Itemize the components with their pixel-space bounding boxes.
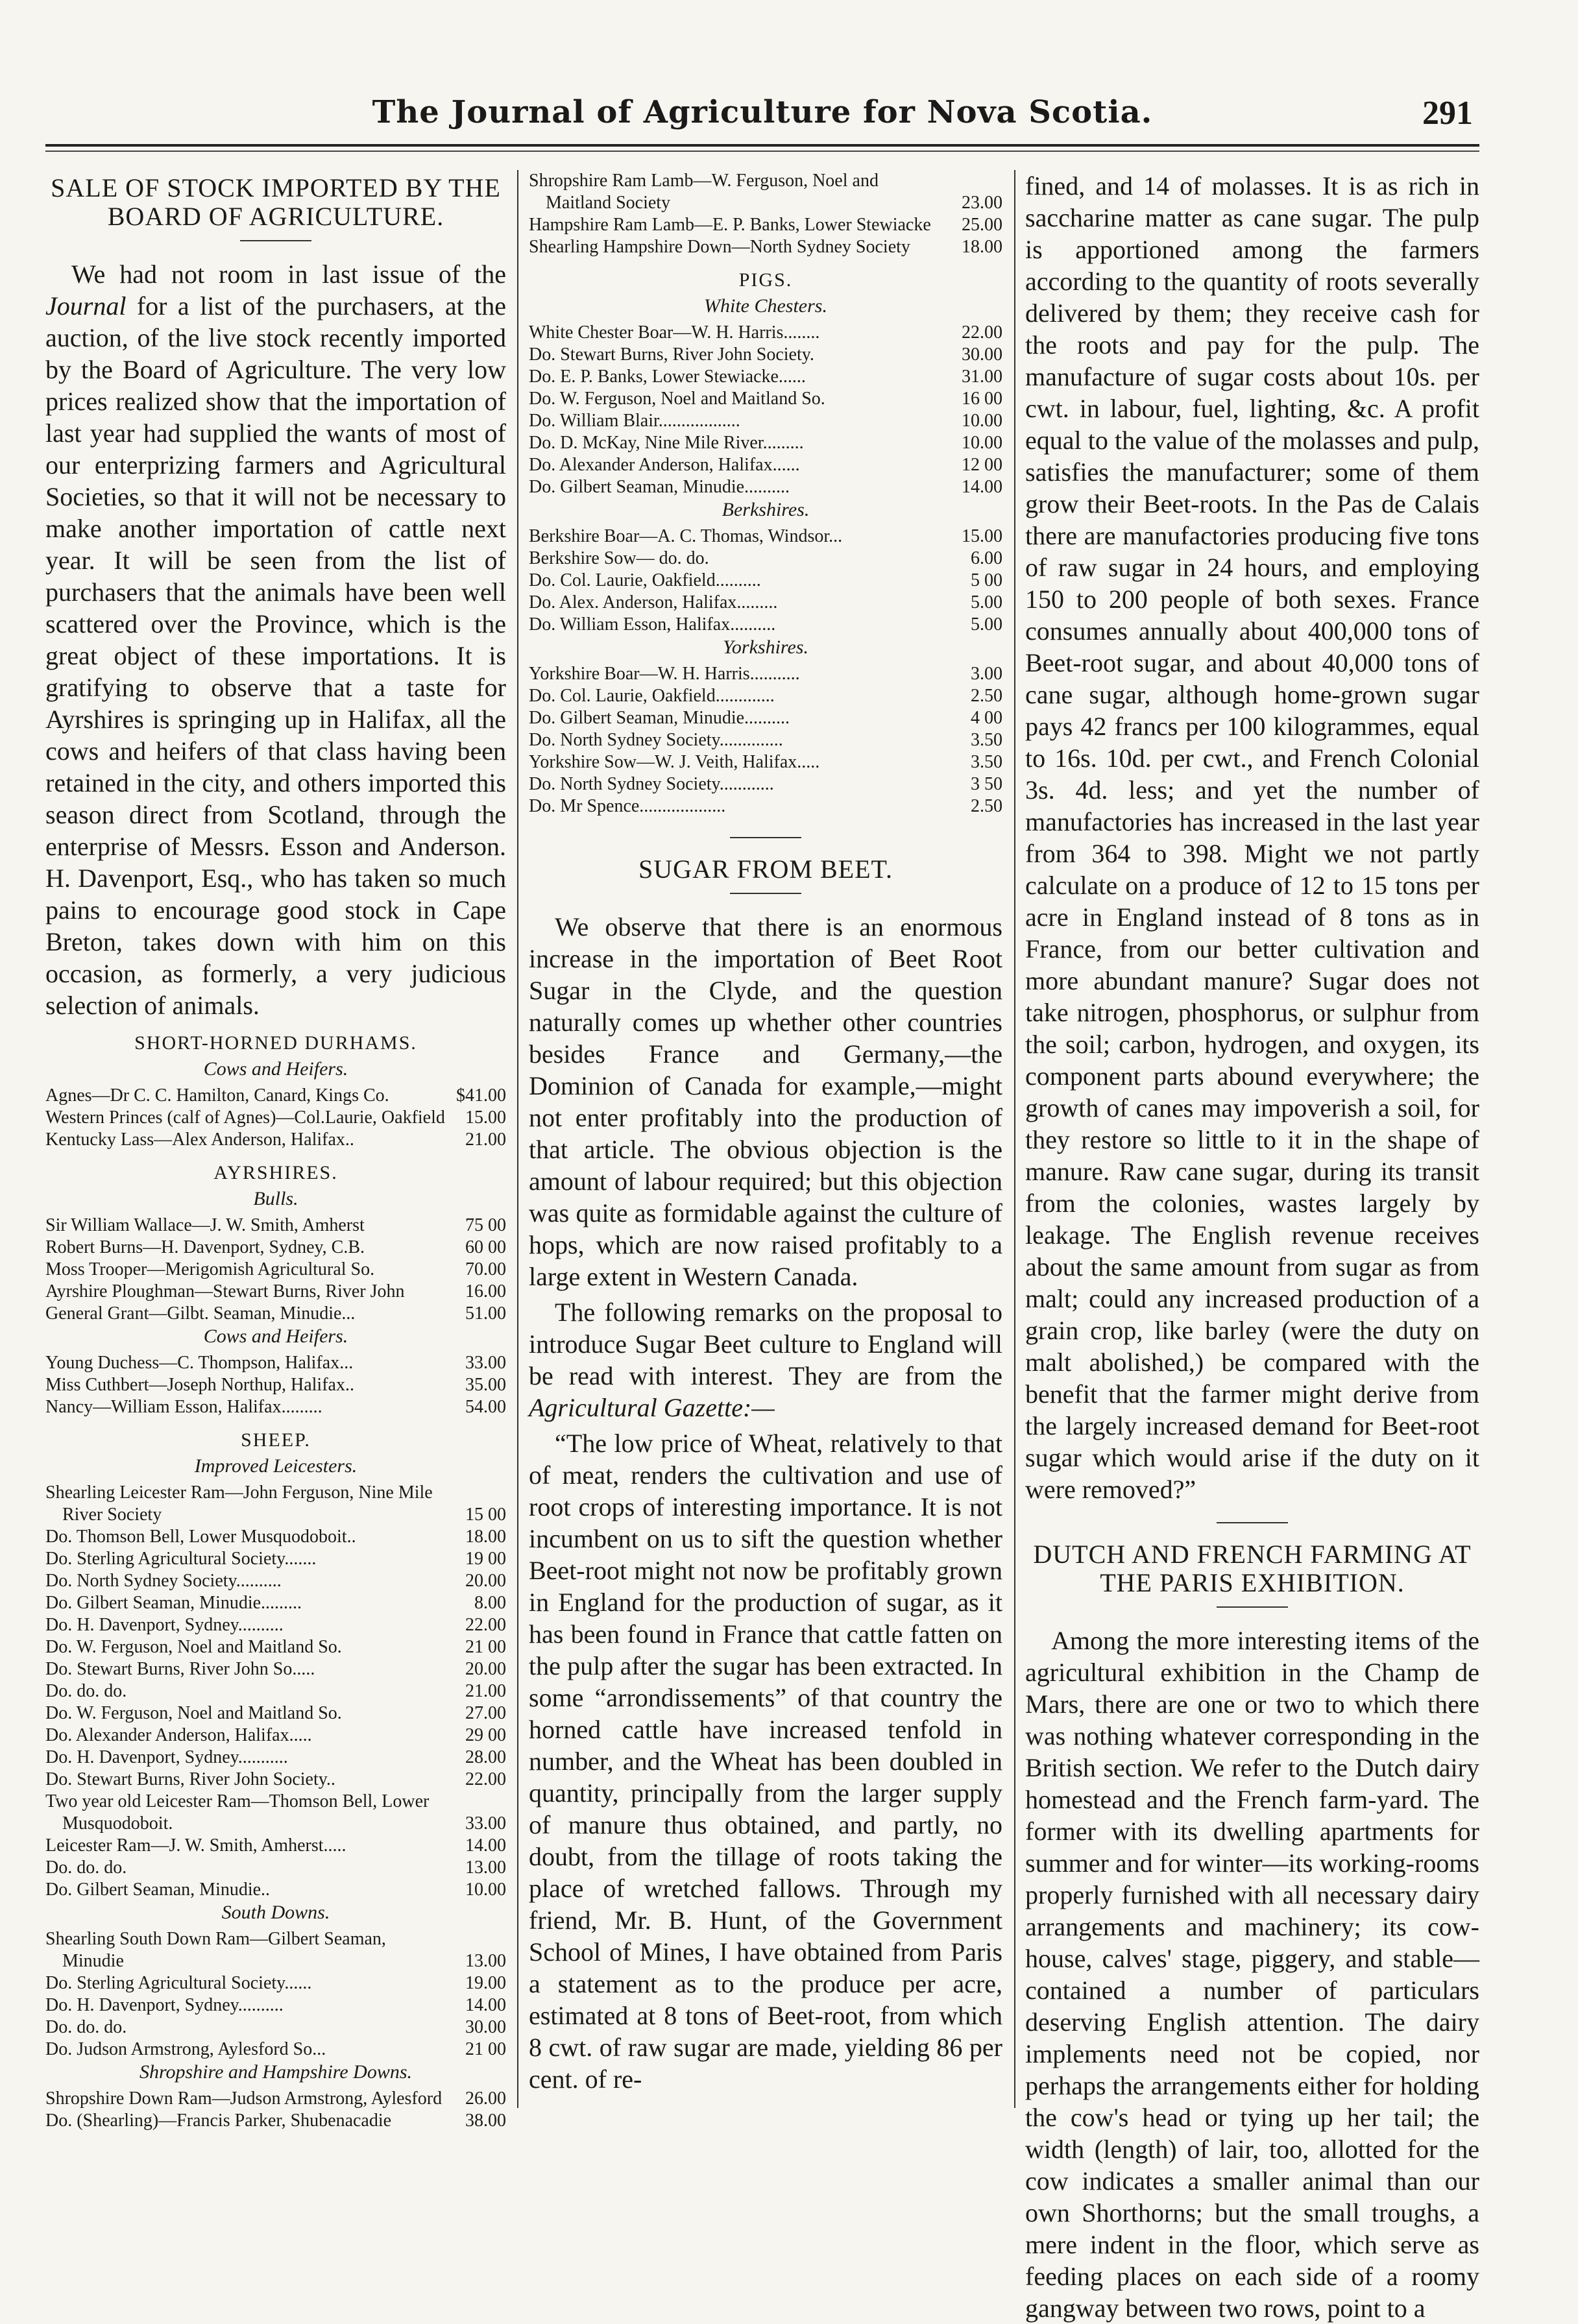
entry-name: White Chester Boar—W. H. Harris........ xyxy=(529,322,820,343)
entry-price: 13.00 xyxy=(465,1858,506,1878)
entry-price: 15 00 xyxy=(465,1505,506,1525)
price-entry xyxy=(45,1680,506,1702)
price-entry xyxy=(45,1879,506,1901)
entry-name: Do. Mr Spence................... xyxy=(529,796,726,816)
entry-name: Do. H. Davenport, Sydney.......... xyxy=(45,1615,284,1635)
price-entry xyxy=(529,236,1002,258)
price-entry xyxy=(529,707,1002,729)
entry-price: 51.00 xyxy=(465,1303,506,1324)
entry-name: General Grant—Gilbt. Seaman, Minudie... xyxy=(45,1303,356,1324)
price-entry xyxy=(529,454,1002,476)
price-entry xyxy=(45,1592,506,1614)
entry-price: 21.00 xyxy=(465,1681,506,1701)
article-heading: DUTCH AND FRENCH FARMING AT THE PARIS EXHIBITION. xyxy=(1033,1540,1472,1597)
price-entry xyxy=(45,1352,506,1374)
column-rule xyxy=(1014,170,1015,2108)
section-subhead-italic: Cows and Heifers. xyxy=(203,1325,348,1347)
entry-name: Western Princes (calf of Agnes)—Col.Laurie, Oakfield xyxy=(45,1108,445,1128)
price-entry xyxy=(529,548,1002,570)
price-entry xyxy=(45,1374,506,1396)
price-entry xyxy=(45,1725,506,1747)
entry-price: 30.00 xyxy=(465,2017,506,2037)
quoted-paragraph: “The low price of Wheat, relatively to that of meat, renders the cultivation and use of root crops of interesting importance. It is not incumbent on us to sift the question whether Beet-root might not now be profitably grown in England for the production of sugar, as it has been found in France that cattle fatten on the pulp after the sugar has been extracted. In some “arrondissements” of that country the horned cattle have increased tenfold in number, and the Wheat has been doubled in quantity, principally from the larger supply of manure thus obtained, and partly, no doubt, from the tillage of roots taking the place of wretched fallows. Through my friend, Mr. B. Hunt, of the Government School of Mines, I have obtained from Paris a statement as to the produce per acre, estimated at 8 tons of Beet-root, from which 8 cwt. of raw sugar are made, yielding 86 per cent. of re- xyxy=(529,1429,1002,2094)
entry-price: 21.00 xyxy=(465,1130,506,1150)
text-run: We had not room in last issue of the xyxy=(71,260,506,289)
entry-price: 15.00 xyxy=(465,1108,506,1128)
price-entry xyxy=(45,1237,506,1259)
entry-price: 19 00 xyxy=(465,1549,506,1569)
price-entry xyxy=(529,344,1002,366)
entry-price: 60 00 xyxy=(465,1237,506,1257)
entry-name: Hampshire Ram Lamb—E. P. Banks, Lower Stewiacke xyxy=(529,215,931,235)
section-subhead-italic: Improved Leicesters. xyxy=(194,1455,358,1477)
price-entry xyxy=(529,170,1002,214)
entry-price: 22.00 xyxy=(465,1615,506,1635)
section-subhead: SHORT-HORNED DURHAMS. xyxy=(134,1032,417,1054)
price-list xyxy=(45,1482,506,1901)
price-entry xyxy=(45,1972,506,1994)
text-run: The following remarks on the proposal to introduce Sugar Beet culture to England will be read with interest. They are from the xyxy=(529,1298,1002,1390)
entry-price: 22.00 xyxy=(465,1769,506,1789)
column-left xyxy=(45,170,507,2131)
entry-price: 20.00 xyxy=(465,1659,506,1679)
entry-price: 38.00 xyxy=(465,2111,506,2131)
price-entry xyxy=(45,1482,506,1526)
entry-price: 30.00 xyxy=(962,345,1002,365)
price-entry xyxy=(45,1259,506,1281)
entry-name: Do. H. Davenport, Sydney........... xyxy=(45,1747,288,1767)
price-entry xyxy=(45,2016,506,2039)
price-entry xyxy=(45,1107,506,1129)
entry-name: Shropshire Ram Lamb—W. Ferguson, Noel and Maitland Society xyxy=(529,171,879,213)
entry-name: Do. (Shearling)—Francis Parker, Shubenacadie xyxy=(45,2111,392,2131)
entry-name: Nancy—William Esson, Halifax......... xyxy=(45,1397,322,1417)
entry-name: Do. Alexander Anderson, Halifax...... xyxy=(529,455,800,475)
entry-price: 14.00 xyxy=(465,1835,506,1856)
article-paragraph-continued: fined, and 14 of molasses. It is as rich in saccharine matter as cane sugar. The pulp is apportioned among the farmers according to the quantity of roots severally delivered by them; they receive cash for the roots and pay for the pulp. The manufacture of sugar costs about 10s. per cwt. in labour, fuel, lighting, &c. A profit equal to the value of the molasses and pulp, satisfies the manufacturer; some of them grow their Beet-roots. In the Pas de Calais there are manufactories producing five tons of raw sugar in 24 hours, and employing 150 to 200 people of both sexes. France consumes annually about 400,000 tons of Beet-root sugar, and about 40,000 tons of cane sugar, although home-grown sugar pays 42 francs per 100 kilogrammes, equal to 16s. 10d. per cwt., and French Colonial 3s. 4d. less; and yet the number of manufactories has increased in the last year from 364 to 398. Might we not partly calculate on a produce of 12 to 15 tons per acre in England instead of 8 tons as in France, from our better cultivation and more abundant manure? Sugar does not take nitrogen, phosphorus, or sulphur from the soil; carbon, hydrogen, and oxygen, its component parts abound everywhere; the growth of canes may impoverish a soil, for they restore so little to it in the shape of manure. Raw cane sugar, during its transit from the colonies, wastes largely by leakage. The English revenue receives about the same amount from sugar as from malt; could any increased production of a grain crop, like barley (were the duty on malt abolished,) be compared with the benefit that the farmer might derive from the largely increased demand for Beet-root sugar which would arise if the duty on it were removed?” xyxy=(1025,171,1479,1504)
entry-price: 27.00 xyxy=(465,1703,506,1723)
entry-price: 19.00 xyxy=(465,1973,506,1993)
section-subhead: AYRSHIRES. xyxy=(213,1162,338,1183)
article-heading: SUGAR FROM BEET. xyxy=(638,854,893,884)
price-entry xyxy=(529,410,1002,432)
entry-price: 20.00 xyxy=(465,1571,506,1591)
price-entry xyxy=(45,1548,506,1570)
entry-price: 12 00 xyxy=(962,455,1002,475)
price-entry xyxy=(529,614,1002,636)
entry-name: Berkshire Boar—A. C. Thomas, Windsor... xyxy=(529,526,843,546)
price-list xyxy=(529,663,1002,817)
price-entry xyxy=(529,729,1002,751)
price-entry xyxy=(529,570,1002,592)
price-entry xyxy=(529,526,1002,548)
section-rule xyxy=(1217,1522,1288,1523)
entry-name: Miss Cuthbert—Joseph Northup, Halifax.. xyxy=(45,1375,354,1395)
section-subhead: SHEEP. xyxy=(241,1429,311,1451)
entry-price: 10.00 xyxy=(465,1880,506,1900)
entry-price: 8.00 xyxy=(474,1593,506,1613)
price-entry xyxy=(45,1702,506,1725)
entry-name: Yorkshire Sow—W. J. Veith, Halifax..... xyxy=(529,752,820,772)
entry-price: 4 00 xyxy=(971,708,1002,728)
entry-price: 29 00 xyxy=(465,1725,506,1745)
price-entry xyxy=(45,1129,506,1151)
entry-name: Do. Gilbert Seaman, Minudie......... xyxy=(45,1593,302,1613)
entry-name: Do. Stewart Burns, River John Society. xyxy=(529,345,814,365)
price-entry xyxy=(529,773,1002,795)
entry-name: Do. Alexander Anderson, Halifax..... xyxy=(45,1725,312,1745)
entry-name: Do. Gilbert Seaman, Minudie.......... xyxy=(529,477,790,497)
entry-name: Do. North Sydney Society............ xyxy=(529,774,774,794)
entry-name: Do. do. do. xyxy=(45,1858,127,1878)
price-entry xyxy=(45,1526,506,1548)
price-entry xyxy=(45,1396,506,1418)
price-entry xyxy=(529,476,1002,498)
entry-name: Shearling Hampshire Down—North Sydney Society xyxy=(529,237,910,257)
running-head: The Journal of Agriculture for Nova Scotia. xyxy=(372,94,1153,130)
price-entry xyxy=(45,1835,506,1857)
entry-price: 18.00 xyxy=(962,237,1002,257)
entry-price: 3.00 xyxy=(971,664,1002,684)
price-entry xyxy=(45,1747,506,1769)
entry-price: 33.00 xyxy=(465,1813,506,1834)
section-subhead-italic: White Chesters. xyxy=(704,295,827,317)
entry-price: 21 00 xyxy=(465,1637,506,1657)
entry-name: Do. North Sydney Society.......... xyxy=(45,1571,282,1591)
entry-price: $41.00 xyxy=(456,1085,506,1106)
entry-name: Do. Judson Armstrong, Aylesford So... xyxy=(45,2039,326,2059)
entry-name: Do. Stewart Burns, River John Society.. xyxy=(45,1769,335,1789)
price-entry xyxy=(45,1769,506,1791)
section-subhead-italic: Bulls. xyxy=(253,1188,298,1209)
heading-rule xyxy=(730,893,801,894)
entry-price: 3.50 xyxy=(971,730,1002,750)
section-subhead-italic: Yorkshires. xyxy=(723,636,808,658)
price-list xyxy=(45,1215,506,1325)
entry-price: 35.00 xyxy=(465,1375,506,1395)
entry-price: 2.50 xyxy=(971,686,1002,706)
price-entry xyxy=(529,366,1002,388)
price-list xyxy=(45,1352,506,1418)
entry-price: 22.00 xyxy=(962,322,1002,343)
entry-price: 2.50 xyxy=(971,796,1002,816)
entry-price: 13.00 xyxy=(465,1951,506,1971)
entry-name: Moss Trooper—Merigomish Agricultural So. xyxy=(45,1259,375,1279)
page-number: 291 xyxy=(1422,95,1473,132)
header-rule xyxy=(45,144,1479,147)
entry-name: Robert Burns—H. Davenport, Sydney, C.B. xyxy=(45,1237,365,1257)
entry-name: Yorkshire Boar—W. H. Harris........... xyxy=(529,664,800,684)
entry-name: Do. W. Ferguson, Noel and Maitland So. xyxy=(45,1703,342,1723)
price-entry xyxy=(529,322,1002,344)
price-entry xyxy=(529,388,1002,410)
price-entry xyxy=(45,1281,506,1303)
price-entry xyxy=(45,1215,506,1237)
section-subhead-italic: Shropshire and Hampshire Downs. xyxy=(139,2061,412,2083)
entry-price: 14.00 xyxy=(465,1995,506,2015)
entry-price: 18.00 xyxy=(465,1527,506,1547)
entry-price: 5.00 xyxy=(971,614,1002,635)
entry-name: Do. William Esson, Halifax.......... xyxy=(529,614,776,635)
price-entry xyxy=(45,2110,506,2132)
price-entry xyxy=(529,592,1002,614)
entry-name: Do. Stewart Burns, River John So..... xyxy=(45,1659,315,1679)
price-entry xyxy=(45,1303,506,1325)
section-subhead-italic: Berkshires. xyxy=(722,499,810,520)
entry-name: Shropshire Down Ram—Judson Armstrong, Aylesford xyxy=(45,2088,443,2109)
price-entry xyxy=(45,1857,506,1879)
entry-price: 21 00 xyxy=(465,2039,506,2059)
price-entry xyxy=(529,663,1002,685)
article-paragraph xyxy=(45,258,506,1021)
section-subhead-italic: South Downs. xyxy=(221,1902,330,1923)
price-entry xyxy=(45,2088,506,2110)
entry-price: 3.50 xyxy=(971,752,1002,772)
entry-name: Do. Alex. Anderson, Halifax......... xyxy=(529,592,778,612)
entry-price: 25.00 xyxy=(962,215,1002,235)
article-heading: SALE OF STOCK IMPORTED BY THE BOARD OF AGRICULTURE. xyxy=(51,173,501,231)
price-list xyxy=(529,170,1002,258)
entry-price: 26.00 xyxy=(465,2088,506,2109)
entry-name: Do. Sterling Agricultural Society....... xyxy=(45,1549,317,1569)
entry-name: Young Duchess—C. Thompson, Halifax... xyxy=(45,1353,354,1373)
entry-name: Do. H. Davenport, Sydney.......... xyxy=(45,1995,284,2015)
entry-price: 54.00 xyxy=(465,1397,506,1417)
entry-name: Ayrshire Ploughman—Stewart Burns, River John xyxy=(45,1281,405,1301)
price-entry xyxy=(529,751,1002,773)
entry-price: 6.00 xyxy=(971,548,1002,568)
price-list xyxy=(529,322,1002,498)
entry-name: Do. North Sydney Society.............. xyxy=(529,730,783,750)
entry-name: Do. W. Ferguson, Noel and Maitland So. xyxy=(529,389,825,409)
price-list xyxy=(45,2088,506,2132)
price-entry xyxy=(45,1928,506,1972)
entry-name: Do. Col. Laurie, Oakfield............. xyxy=(529,686,775,706)
entry-name: Do. D. McKay, Nine Mile River......... xyxy=(529,433,804,453)
entry-price: 5 00 xyxy=(971,570,1002,590)
entry-price: 14.00 xyxy=(962,477,1002,497)
price-entry xyxy=(529,685,1002,707)
journal-page xyxy=(45,0,1479,2323)
article-paragraph xyxy=(529,1296,1002,1423)
entry-name: Do. Sterling Agricultural Society...... xyxy=(45,1973,312,1993)
entry-price: 75 00 xyxy=(465,1215,506,1235)
entry-name: Agnes—Dr C. C. Hamilton, Canard, Kings Co. xyxy=(45,1085,389,1106)
text-run: for a list of the purchasers, at the auction, of the live stock recently imported by the Board of Agriculture. The very low prices realized show that the importation of last year had supplied the wants of most of our enterprizing farmers and Agricultural Societies, so that it will not be necessary to make another importation of cattle next year. It will be seen from the list of purchasers that the animals have been well scattered over the Province, which is the great object of these importations. It is gratifying to observe that a taste for Ayrshires is springing up in Halifax, all the cows and heifers of that class having been retained in the city, and others imported this season direct from Scotland, through the enterprise of Messrs. Esson and Anderson. H. Davenport, Esq., who has taken so much pains to encourage good stock in Cape Breton, takes down with him on this occasion, as formerly, a very judicious selection of animals. xyxy=(45,291,507,1020)
entry-name: Do. do. do. xyxy=(45,1681,127,1701)
entry-name: Do. do. do. xyxy=(45,2017,127,2037)
price-entry xyxy=(45,1658,506,1680)
price-entry xyxy=(529,795,1002,817)
section-subhead: PIGS. xyxy=(738,269,793,291)
entry-name: Shearling South Down Ram—Gilbert Seaman, Minudie xyxy=(45,1929,386,1971)
entry-price: 28.00 xyxy=(465,1747,506,1767)
entry-price: 5.00 xyxy=(971,592,1002,612)
price-entry xyxy=(45,1791,506,1835)
entry-name: Two year old Leicester Ram—Thomson Bell, Lower Musquodoboit. xyxy=(45,1791,430,1834)
price-list xyxy=(45,1085,506,1151)
entry-name: Do. Thomson Bell, Lower Musquodoboit.. xyxy=(45,1527,356,1547)
entry-name: Berkshire Sow— do. do. xyxy=(529,548,709,568)
heading-rule xyxy=(1217,1606,1288,1608)
entry-name: Shearling Leicester Ram—John Ferguson, Nine Mile River Society xyxy=(45,1483,433,1525)
entry-name: Do. Gilbert Seaman, Minudie.. xyxy=(45,1880,271,1900)
entry-name: Sir William Wallace—J. W. Smith, Amherst xyxy=(45,1215,365,1235)
entry-price: 70.00 xyxy=(465,1259,506,1279)
entry-price: 16.00 xyxy=(465,1281,506,1301)
section-rule xyxy=(730,837,801,838)
journal-reference: Journal xyxy=(45,291,127,321)
entry-name: Do. W. Ferguson, Noel and Maitland So. xyxy=(45,1637,342,1657)
entry-name: Leicester Ram—J. W. Smith, Amherst..... xyxy=(45,1835,346,1856)
price-entry xyxy=(45,1570,506,1592)
price-entry xyxy=(45,1614,506,1636)
entry-price: 15.00 xyxy=(962,526,1002,546)
article-paragraph: Among the more interesting items of the agricultural exhibition in the Champ de Mars, there are one or two to which there was nothing whatever corresponding in the British section. We refer to the Dutch dairy homestead and the French farm-yard. The former with its dwelling apartments for summer and for winter—its working-rooms properly furnished with all necessary dairy arrangements and machinery; its cow-house, calves' stage, piggery, and stable—contained a number of particulars deserving English attention. The dairy implements need not be copied, nor perhaps the arrangements either for holding the cow's head or tying up her tail; the width (length) of lair, too, allotted for the cow indicates a smaller animal than our own Shorthorns; but the small troughs, a mere indent in the floor, which serve as feeding places on each side of a roomy gangway between two rows, point to a xyxy=(1025,1626,1479,2323)
column-rule xyxy=(517,170,518,2108)
entry-name: Do. Gilbert Seaman, Minudie.......... xyxy=(529,708,790,728)
header-rule-thin xyxy=(45,151,1479,152)
price-entry xyxy=(45,1085,506,1107)
price-list xyxy=(45,1928,506,2061)
price-entry xyxy=(45,1636,506,1658)
entry-name: Do. William Blair.................. xyxy=(529,411,740,431)
price-list xyxy=(529,526,1002,636)
entry-name: Kentucky Lass—Alex Anderson, Halifax.. xyxy=(45,1130,354,1150)
entry-name: Do. Col. Laurie, Oakfield.......... xyxy=(529,570,761,590)
entry-name: Do. E. P. Banks, Lower Stewiacke...... xyxy=(529,367,806,387)
entry-price: 16 00 xyxy=(962,389,1002,409)
heading-rule xyxy=(240,240,311,241)
gazette-reference: Agricultural Gazette:— xyxy=(529,1393,775,1422)
column-right xyxy=(1025,170,1479,2323)
entry-price: 10.00 xyxy=(962,411,1002,431)
entry-price: 3 50 xyxy=(971,774,1002,794)
entry-price: 33.00 xyxy=(465,1353,506,1373)
section-subhead-italic: Cows and Heifers. xyxy=(203,1058,348,1080)
price-entry xyxy=(529,214,1002,236)
price-entry xyxy=(45,1994,506,2016)
entry-price: 10.00 xyxy=(962,433,1002,453)
entry-price: 23.00 xyxy=(962,193,1002,213)
entry-price: 31.00 xyxy=(962,367,1002,387)
price-entry xyxy=(529,432,1002,454)
price-entry xyxy=(45,2039,506,2061)
column-middle xyxy=(529,170,1002,2121)
article-paragraph: We observe that there is an enormous increase in the importation of Beet Root Sugar in the Clyde, and the question naturally comes up whether other countries besides France and Germany,—the Dominion of Canada for example,—might not enter profitably into the production of that article. The obvious objection is the amount of labour required; but this objection was quite as formidable against the culture of hops, which are now raised profitably to a large extent in Western Canada. xyxy=(529,912,1002,1291)
